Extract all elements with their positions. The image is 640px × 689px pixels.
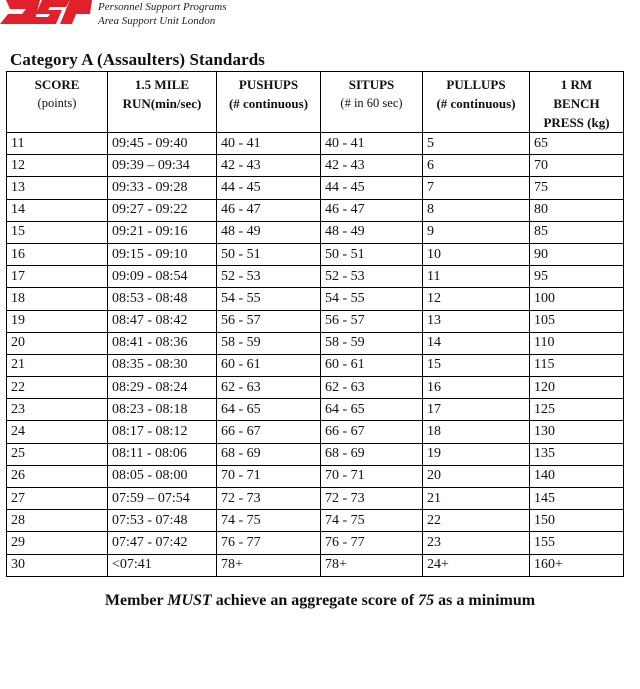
column-header xyxy=(217,72,321,133)
table-cell: 15 xyxy=(423,354,530,376)
table-row xyxy=(7,199,624,221)
table-cell: 16 xyxy=(7,243,108,265)
table-cell: 16 xyxy=(423,377,530,399)
psp-logo xyxy=(0,0,92,24)
table-cell: 17 xyxy=(7,266,108,288)
table-cell: 85 xyxy=(530,221,624,243)
table-cell: 17 xyxy=(423,399,530,421)
table-cell: 24+ xyxy=(423,554,530,576)
table-cell: 30 xyxy=(7,554,108,576)
table-cell: 60 - 61 xyxy=(217,354,321,376)
table-cell: 15 xyxy=(7,221,108,243)
table-cell: 46 - 47 xyxy=(321,199,423,221)
table-cell: 155 xyxy=(530,532,624,554)
table-cell: 09:33 - 09:28 xyxy=(108,177,217,199)
table-cell: 58 - 59 xyxy=(321,332,423,354)
column-header xyxy=(423,72,530,133)
table-cell: 09:21 - 09:16 xyxy=(108,221,217,243)
table-cell: 70 - 71 xyxy=(217,465,321,487)
table-cell: 76 - 77 xyxy=(217,532,321,554)
table-cell: 9 xyxy=(423,221,530,243)
table-cell: 09:27 - 09:22 xyxy=(108,199,217,221)
table-cell: 100 xyxy=(530,288,624,310)
table-cell: 140 xyxy=(530,465,624,487)
table-cell: 66 - 67 xyxy=(321,421,423,443)
table-cell: 68 - 69 xyxy=(321,443,423,465)
table-cell: 48 - 49 xyxy=(321,221,423,243)
column-header-sub: BENCH PRESS (kg) xyxy=(543,96,610,130)
table-cell: 80 xyxy=(530,199,624,221)
table-cell: 22 xyxy=(423,510,530,532)
column-header-label: 1.5 MILE xyxy=(134,77,190,92)
table-cell: 09:45 - 09:40 xyxy=(108,133,217,155)
table-cell: 70 xyxy=(530,155,624,177)
table-cell: 07:59 – 07:54 xyxy=(108,488,217,510)
footer-pre: Member xyxy=(104,592,168,609)
table-cell: 08:11 - 08:06 xyxy=(108,443,217,465)
table-row xyxy=(7,243,624,265)
table-cell: 08:23 - 08:18 xyxy=(108,399,217,421)
table-cell: 09:09 - 08:54 xyxy=(108,266,217,288)
table-row xyxy=(7,510,624,532)
table-cell: 09:39 – 09:34 xyxy=(108,155,217,177)
column-header-sub: (# continuous) xyxy=(436,96,516,111)
table-cell: 08:35 - 08:30 xyxy=(108,354,217,376)
table-cell: 22 xyxy=(7,377,108,399)
column-header-label: PULLUPS xyxy=(446,77,506,92)
table-cell: 6 xyxy=(423,155,530,177)
footer-mid: achieve an aggregate score of xyxy=(211,592,419,609)
column-header-sub: RUN(min/sec) xyxy=(122,96,202,111)
org-line-1: Personnel Support Programs xyxy=(98,1,227,13)
table-cell: 50 - 51 xyxy=(321,243,423,265)
table-cell: 76 - 77 xyxy=(321,532,423,554)
table-cell: 74 - 75 xyxy=(321,510,423,532)
table-row xyxy=(7,377,624,399)
table-cell: 12 xyxy=(7,155,108,177)
table-cell: 54 - 55 xyxy=(217,288,321,310)
table-cell: 40 - 41 xyxy=(217,133,321,155)
table-cell: 14 xyxy=(423,332,530,354)
table-row xyxy=(7,443,624,465)
column-header-label: SITUPS xyxy=(348,77,395,92)
table-cell: 42 - 43 xyxy=(217,155,321,177)
table-cell: 8 xyxy=(423,199,530,221)
table-cell: 14 xyxy=(7,199,108,221)
table-cell: 08:29 - 08:24 xyxy=(108,377,217,399)
table-cell: 105 xyxy=(530,310,624,332)
table-cell: 23 xyxy=(423,532,530,554)
table-cell: 68 - 69 xyxy=(217,443,321,465)
table-cell: 10 xyxy=(423,243,530,265)
table-cell: 21 xyxy=(423,488,530,510)
table-cell: 46 - 47 xyxy=(217,199,321,221)
column-header-sub: (points) xyxy=(37,96,77,110)
table-cell: 42 - 43 xyxy=(321,155,423,177)
table-cell: 78+ xyxy=(217,554,321,576)
table-cell: 27 xyxy=(7,488,108,510)
org-line-2: Area Support Unit London xyxy=(98,15,216,27)
table-cell: 48 - 49 xyxy=(217,221,321,243)
table-cell: 65 xyxy=(530,133,624,155)
footer-note xyxy=(0,592,640,610)
table-cell: 54 - 55 xyxy=(321,288,423,310)
table-cell: 135 xyxy=(530,443,624,465)
column-header xyxy=(108,72,217,133)
table-cell: 12 xyxy=(423,288,530,310)
table-cell: 24 xyxy=(7,421,108,443)
table-cell: 60 - 61 xyxy=(321,354,423,376)
table-row xyxy=(7,155,624,177)
table-cell: 66 - 67 xyxy=(217,421,321,443)
column-header xyxy=(7,72,108,133)
table-row xyxy=(7,532,624,554)
table-cell: 52 - 53 xyxy=(321,266,423,288)
table-cell: 130 xyxy=(530,421,624,443)
table-row xyxy=(7,354,624,376)
table-cell: 20 xyxy=(7,332,108,354)
table-cell: 21 xyxy=(7,354,108,376)
table-cell: 56 - 57 xyxy=(321,310,423,332)
footer-must: MUST xyxy=(167,592,212,609)
table-cell: 28 xyxy=(7,510,108,532)
table-header-row xyxy=(7,72,624,133)
table-cell: 08:05 - 08:00 xyxy=(108,465,217,487)
table-cell: 25 xyxy=(7,443,108,465)
table-cell: 95 xyxy=(530,266,624,288)
table-row xyxy=(7,288,624,310)
table-row xyxy=(7,465,624,487)
table-cell: 64 - 65 xyxy=(321,399,423,421)
table-cell: 07:47 - 07:42 xyxy=(108,532,217,554)
table-cell: 19 xyxy=(7,310,108,332)
table-row xyxy=(7,177,624,199)
column-header-sub: (# in 60 sec) xyxy=(340,96,403,110)
table-cell: 50 - 51 xyxy=(217,243,321,265)
column-header-label: PUSHUPS xyxy=(238,77,299,92)
table-row xyxy=(7,554,624,576)
column-header-sub: (# continuous) xyxy=(228,96,309,111)
column-header-label: SCORE xyxy=(34,77,80,92)
table-cell: 08:41 - 08:36 xyxy=(108,332,217,354)
table-cell: 58 - 59 xyxy=(217,332,321,354)
table-cell: 62 - 63 xyxy=(217,377,321,399)
table-cell: 11 xyxy=(7,133,108,155)
table-cell: 11 xyxy=(423,266,530,288)
table-row xyxy=(7,266,624,288)
page-title: Category A (Assaulters) Standards xyxy=(10,50,265,69)
standards-table xyxy=(6,71,624,577)
table-cell: 5 xyxy=(423,133,530,155)
table-cell: 23 xyxy=(7,399,108,421)
table-cell: 09:15 - 09:10 xyxy=(108,243,217,265)
column-header xyxy=(321,72,423,133)
table-cell: 70 - 71 xyxy=(321,465,423,487)
table-cell: 18 xyxy=(7,288,108,310)
table-cell: 160+ xyxy=(530,554,624,576)
table-cell: 62 - 63 xyxy=(321,377,423,399)
table-cell: 75 xyxy=(530,177,624,199)
table-body xyxy=(7,133,624,577)
table-cell: 44 - 45 xyxy=(217,177,321,199)
table-row xyxy=(7,133,624,155)
table-cell: 78+ xyxy=(321,554,423,576)
table-cell: 29 xyxy=(7,532,108,554)
table-cell: 72 - 73 xyxy=(321,488,423,510)
table-cell: 125 xyxy=(530,399,624,421)
table-row xyxy=(7,332,624,354)
table-cell: 145 xyxy=(530,488,624,510)
column-header-label: 1 RM xyxy=(560,77,593,92)
table-row xyxy=(7,399,624,421)
table-cell: 18 xyxy=(423,421,530,443)
table-cell: 64 - 65 xyxy=(217,399,321,421)
table-cell: 26 xyxy=(7,465,108,487)
table-cell: 40 - 41 xyxy=(321,133,423,155)
table-cell: 90 xyxy=(530,243,624,265)
table-cell: 19 xyxy=(423,443,530,465)
table-cell: 150 xyxy=(530,510,624,532)
table-cell: 52 - 53 xyxy=(217,266,321,288)
table-cell: 13 xyxy=(423,310,530,332)
table-cell: 08:53 - 08:48 xyxy=(108,288,217,310)
table-cell: 07:53 - 07:48 xyxy=(108,510,217,532)
table-cell: 72 - 73 xyxy=(217,488,321,510)
table-cell: 7 xyxy=(423,177,530,199)
table-cell: 56 - 57 xyxy=(217,310,321,332)
table-cell: 110 xyxy=(530,332,624,354)
table-cell: 20 xyxy=(423,465,530,487)
table-cell: 115 xyxy=(530,354,624,376)
table-row xyxy=(7,221,624,243)
footer-post: as a minimum xyxy=(434,592,536,609)
table-cell: <07:41 xyxy=(108,554,217,576)
table-cell: 08:17 - 08:12 xyxy=(108,421,217,443)
table-cell: 120 xyxy=(530,377,624,399)
table-cell: 44 - 45 xyxy=(321,177,423,199)
table-cell: 13 xyxy=(7,177,108,199)
table-cell: 08:47 - 08:42 xyxy=(108,310,217,332)
table-row xyxy=(7,421,624,443)
organization-name xyxy=(98,0,227,28)
table-row xyxy=(7,310,624,332)
footer-score: 75 xyxy=(418,592,435,609)
table-row xyxy=(7,488,624,510)
table-cell: 74 - 75 xyxy=(217,510,321,532)
column-header xyxy=(530,72,624,133)
